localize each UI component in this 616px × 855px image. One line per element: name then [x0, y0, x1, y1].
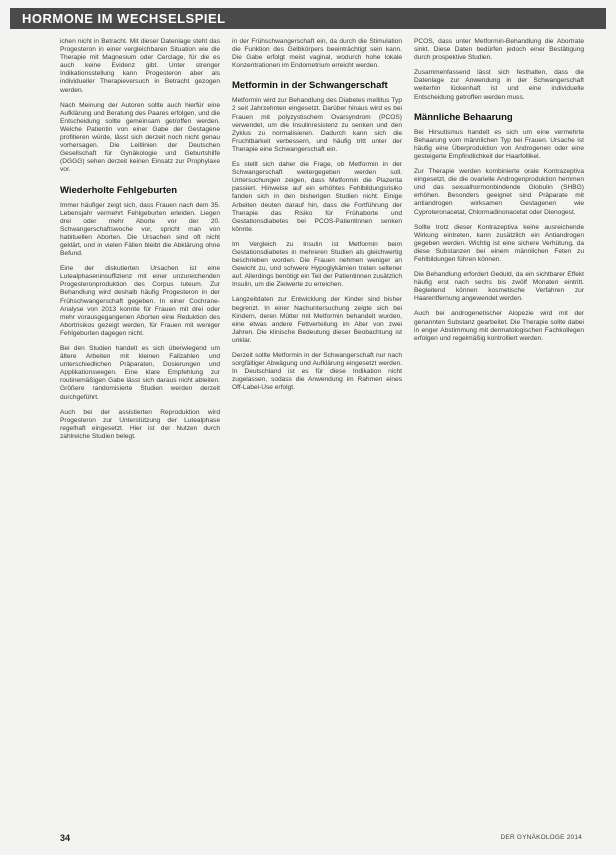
journal-footer: DER GYNÄKOLOGE 2014: [500, 834, 582, 841]
body-paragraph: Derzeit sollte Metformin in der Schwangerschaft nur nach sorgfältiger Abwägung und Aufklärung eingesetzt werden. In Deutschland ist es für diese Indikation nicht zugelassen, sodass die Anwendung im Rahmen eines Off-Label-Use erfolgt.: [232, 352, 402, 392]
body-paragraph: Metformin wird zur Behandlung des Diabetes mellitus Typ 2 seit Jahrzehnten eingesetzt. Darüber hinaus wird es bei Frauen mit polyzystischem Ovarsyndrom (PCOS) verwendet, um die Insulinresistenz zu senken und den Zyklus zu normalisieren. Dadurch kann sich die Fruchtbarkeit verbessern, und häufig tritt unter der Therapie eine Schwangerschaft ein.: [232, 97, 402, 153]
body-paragraph: Die Behandlung erfordert Geduld, da ein sichtbarer Effekt häufig erst nach sechs bis zwölf Monaten eintritt. Begleitend können kosmetische Verfahren zur Haarentfernung angewendet werden.: [414, 271, 584, 303]
body-paragraph: Zusammenfassend lässt sich festhalten, dass die Datenlage zur Anwendung in der Schwangerschaft weiterhin lückenhaft ist und eine individuelle Entscheidung getroffen werden muss.: [414, 69, 584, 101]
body-paragraph: Bei den Studien handelt es sich überwiegend um ältere Arbeiten mit kleinen Fallzahlen und unterschiedlichen Präparaten, Dosierungen und Applikationswegen. Eine klare Empfehlung zur routinemäßigen Gabe lässt sich daraus nicht ableiten. Größere randomisierte Studien werden derzeit durchgeführt.: [60, 345, 220, 401]
body-paragraph: Nach Meinung der Autoren sollte auch hierfür eine Aufklärung und Beratung des Paares erfolgen, und die Entscheidung sollte gemeinsam getroffen werden. Welche Patientin von einer Gabe der Gestagene profitieren würde, lässt sich derzeit noch nicht genau vorhersagen. Die Leitlinien der Deutschen Gesellschaft für Gynäkologie und Geburtshilfe (DGGG) sehen derzeit keinen Einsatz zur Prophylaxe vor.: [60, 101, 220, 174]
body-paragraph: Sollte trotz dieser Kontrazeptiva keine ausreichende Wirkung eintreten, kann zusätzlich ein Antiandrogen gegeben werden. Wichtig ist eine sichere Verhütung, da diese Substanzen bei einem männlichen Feten zu Fehlbildungen führen können.: [414, 223, 584, 263]
section-heading: Männliche Behaarung: [414, 111, 513, 123]
body-paragraph: ichen nicht in Betracht. Mit dieser Datenlage steht das Progesteron in einer vergleichbaren Situation wie die Therapie mit Magnesium oder Cerclage, für die es auch keine Evidenz gibt. Unter strenger Indikationsstellung kann Progesteron aber als individueller Therapieversuch in Betracht gezogen werden.: [60, 38, 220, 94]
text-column-3: [414, 38, 584, 837]
section-title: HORMONE IM WECHSELSPIEL: [22, 11, 226, 26]
body-paragraph: Auch bei der assistierten Reproduktion wird Progesteron zur Unterstützung der Lutealphase regelhaft eingesetzt. Hier ist der Nutzen durch zahlreiche Studien belegt.: [60, 408, 220, 440]
body-paragraph: Auch bei androgenetischer Alopezie wird mit der genannten Substanz gearbeitet. Die Therapie sollte dabei in enger Abstimmung mit dermatologischen Fachkollegen erfolgen und regelmäßig kontrolliert werden.: [414, 310, 584, 342]
text-column-1: [60, 38, 220, 837]
body-paragraph: Im Vergleich zu Insulin ist Metformin beim Gestationsdiabetes in mehreren Studien als gleichwertig beschrieben worden. Die Frauen nehmen weniger an Gewicht zu, und schwere Hypoglykämien treten seltener auf. Allerdings benötigt ein Teil der Patientinnen zusätzlich Insulin, um die Zielwerte zu erreichen.: [232, 240, 402, 289]
section-heading: Metformin in der Schwangerschaft: [232, 80, 388, 92]
body-paragraph: PCOS, dass unter Metformin-Behandlung die Abortrate sinkt. Diese Daten bedürfen jedoch einer Bestätigung durch prospektive Studien.: [414, 38, 584, 62]
section-header-band: [10, 8, 606, 29]
body-paragraph: Langzeitdaten zur Entwicklung der Kinder sind bisher begrenzt. In einer Nachuntersuchung zeigte sich bei Kindern, deren Mütter mit Metformin behandelt wurden, eine etwas andere Fettverteilung im Alter von zwei Jahren. Die klinische Bedeutung dieser Beobachtung ist unklar.: [232, 296, 402, 344]
text-column-2: [232, 38, 402, 837]
body-paragraph: Zur Therapie werden kombinierte orale Kontrazeptiva eingesetzt, die die ovarielle Androgenproduktion hemmen und das sexualhormonbindende Globulin (SHBG) erhöhen. Besonders geeignet sind Präparate mit antiandrogen wirksamen Gestagenen wie Cyproteronacetat, Chlormadinonacetat oder Dienogest.: [414, 168, 584, 216]
body-paragraph: Es stellt sich daher die Frage, ob Metformin in der Schwangerschaft weitergegeben werden soll. Untersuchungen zeigen, dass Metformin die Plazenta passiert. Hinweise auf ein erhöhtes Fehlbildungsrisiko fanden sich in den bisherigen Studien nicht. Einige Arbeiten deuten darauf hin, dass die Fortführung der Therapie das Risiko für Frühaborte und Gestationsdiabetes bei PCOS-Patientinnen senken könnte.: [232, 161, 402, 233]
body-paragraph: Bei Hirsutismus handelt es sich um eine vermehrte Behaarung vom männlichen Typ bei Frauen. Ursache ist häufig eine Überproduktion von Androgenen oder eine gesteigerte Empfindlichkeit der Haarfollikel.: [414, 128, 584, 160]
body-paragraph: Immer häufiger zeigt sich, dass Frauen nach dem 35. Lebensjahr vermehrt Fehlgeburten erleiden. Liegen drei oder mehr Aborte vor der 20. Schwangerschaftswoche vor, spricht man von habituellen Aborten. Die Ursachen sind oft nicht geklärt, und in vielen Fällen bleibt die Abklärung ohne Befund.: [60, 201, 220, 258]
page-number: 34: [60, 833, 71, 843]
section-heading: Wiederholte Fehlgeburten: [60, 184, 178, 196]
body-paragraph: Eine der diskutierten Ursachen ist eine Lutealphaseninsuffizienz mit einer unzureichenden Progesteronproduktion des Corpus luteum. Zur Behandlung wird deshalb häufig Progesteron in der Frühschwangerschaft gegeben. In einer Cochrane-Analyse von 2013 konnte für Frauen mit drei oder mehr vorausgegangenen Aborten eine Reduktion des Abortrisikos gezeigt werden, für Frauen mit weniger Fehlgeburten dagegen nicht.: [60, 265, 220, 337]
body-paragraph: in der Frühschwangerschaft ein, da durch die Stimulation die Funktion des Gelbkörpers beeinträchtigt sein kann. Die Gabe erfolgt meist vaginal, wodurch hohe lokale Konzentrationen im Endometrium erreicht werden.: [232, 38, 402, 70]
